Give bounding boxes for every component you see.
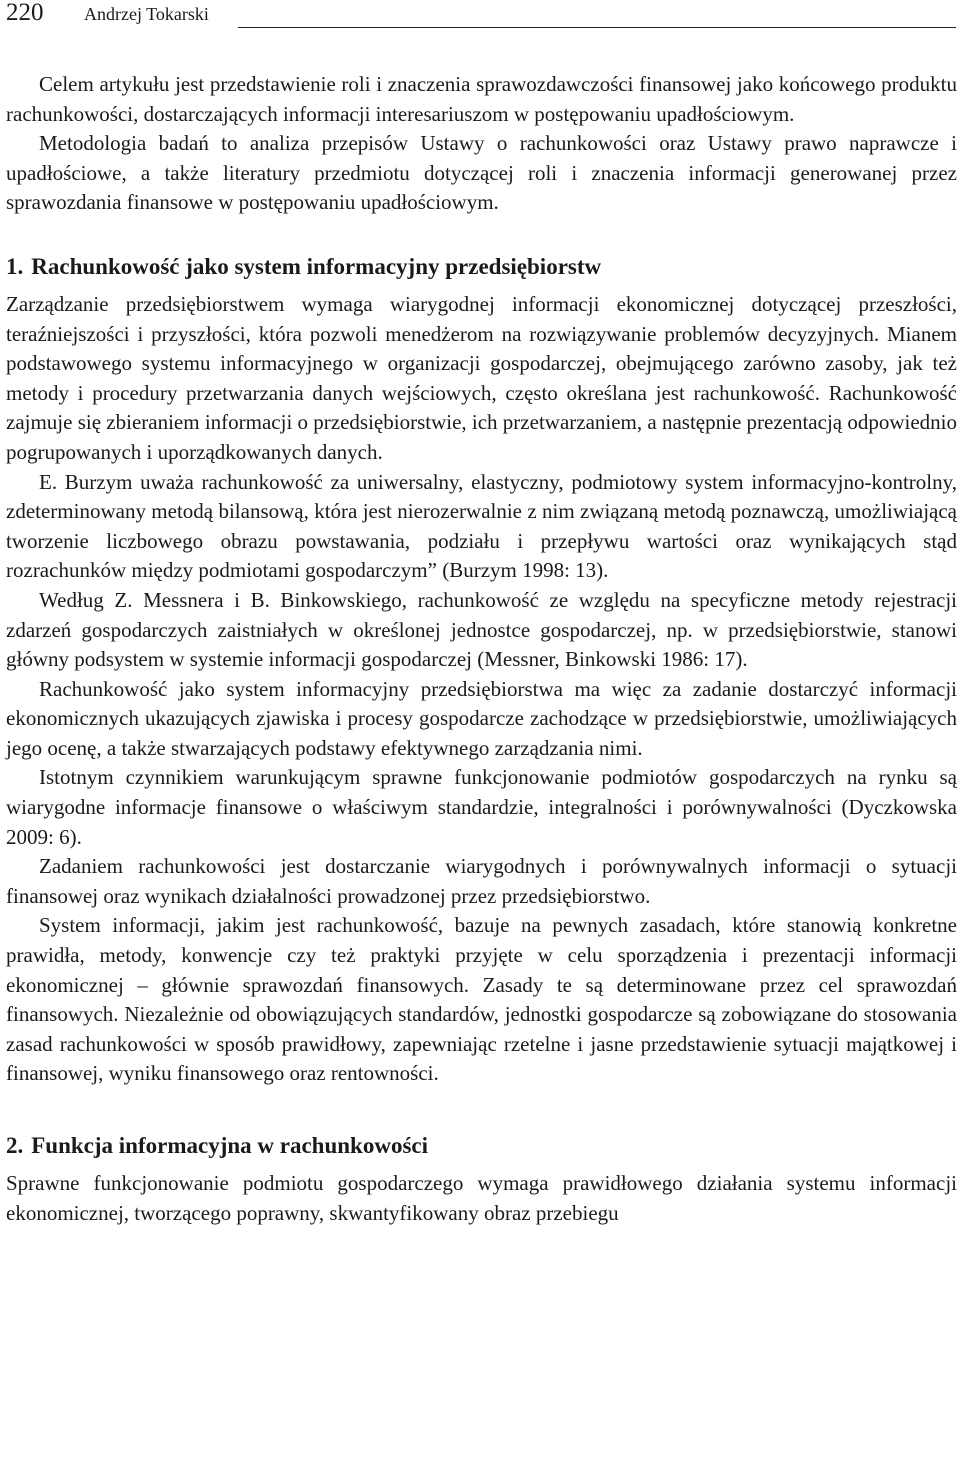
body-paragraph: Zarządzanie przedsiębiorstwem wymaga wiarygodnej informacji ekonomicznej dotyczącej przeszłości, teraźniejszości i przyszłości, która pozwoli menedżerom na rozwiązywanie problemów decyzyjnych. Mianem podstawowego systemu informacyjnego w organizacji gospodarczej, obejmującego zarówno zasoby, jak też metody i procedury przetwarzania danych wejściowych, często określana jest rachunkowość. Rachunkowość zajmuje się zbieraniem informacji o przedsiębiorstwie, ich przetwarzaniem, a następnie prezentacją odpowiednio pogrupowanych i uporządkowanych danych. (6, 291, 958, 464)
body-paragraph: Sprawne funkcjonowanie podmiotu gospodarczego wymaga prawidłowego działania systemu informacji ekonomicznej, tworzącego poprawny, skwantyfikowany obraz przebiegu (6, 1171, 957, 1225)
header-rule (238, 27, 956, 28)
running-head-author: Andrzej Tokarski (84, 4, 209, 24)
running-header (6, 0, 956, 38)
section-title: Funkcja informacyjna w rachunkowości (31, 1133, 429, 1158)
body-paragraph: System informacji, jakim jest rachunkowość, bazuje na pewnych zasadach, które stanowią konkretne prawidła, metody, konwencje czy też praktyki przyjęte w celu sporządzenia i prezentacji informacji ekonomicznej – głównie sprawozdań finansowych. Zasady te są determinowane przez cel sprawozdań finansowych. Niezależnie od obowiązujących standardów, jednostki gospodarcze są zobowiązane do stosowania zasad rachunkowości w sposób prawidłowy, zapewniając rzetelne i jasne przedstawienie sytuacji majątkowej i finansowej, wyniku finansowego oraz rentowności. (6, 913, 957, 1086)
body-paragraph: Według Z. Messnera i B. Binkowskiego, rachunkowość ze względu na specyficzne metody rejestracji zdarzeń gospodarczych zaistniałych w określonej jednostce gospodarczej, np. w przedsiębiorstwie, stanowi główny podsystem w systemie informacji gospodarczej (Messner, Binkowski 1986: 17). (6, 587, 957, 672)
abstract (6, 70, 957, 218)
section-2-body (6, 1169, 957, 1228)
page-content (6, 70, 957, 1228)
abstract-paragraph-method: Metodologia badań to analiza przepisów Ustawy o rachunkowości oraz Ustawy prawo naprawcze i upadłościowe, a także literatury przedmiotu dotyczącej roli i znaczenia informacji generowanej przez sprawozdania finansowe w postępowaniu upadłościowym. (6, 131, 957, 215)
section-title: Rachunkowość jako system informacyjny przedsiębiorstw (31, 253, 602, 279)
body-paragraph: Istotnym czynnikiem warunkującym sprawne funkcjonowanie podmiotów gospodarczych na rynku są wiarygodne informacje finansowe o właściwym standardzie, integralności i porównywalności (Dyczkowska 2009: 6). (6, 765, 957, 849)
page-number: 220 (6, 0, 44, 26)
body-paragraph: Rachunkowość jako system informacyjny przedsiębiorstwa ma więc za zadanie dostarczyć informacji ekonomicznych ukazujących zjawiska i procesy gospodarcze zachodzące w przedsiębiorstwie, umożliwiających jego ocenę, a także stwarzających podstawy efektywnego zarządzania nimi. (6, 676, 957, 760)
abstract-paragraph-aim: Celem artykułu jest przedstawienie roli i znaczenia sprawozdawczości finansowej jako końcowego produktu rachunkowości, dostarczających informacji interesariuszom w postępowaniu upadłościowym. (6, 72, 957, 126)
body-paragraph: Zadaniem rachunkowości jest dostarczanie wiarygodnych i porównywalnych informacji o sytuacji finansowej oraz wynikach działalności prowadzonej przez przedsiębiorstwo. (6, 854, 957, 908)
section-heading-1 (6, 252, 957, 282)
section-number: 1. (6, 253, 24, 279)
section-heading-2 (6, 1131, 957, 1161)
section-1-body (6, 290, 957, 1089)
section-number: 2. (6, 1133, 24, 1158)
body-paragraph: E. Burzym uważa rachunkowość za uniwersalny, elastyczny, podmiotowy system informacyjno-kontrolny, zdeterminowany metodą bilansową, która jest nierozerwalnie z nim związaną metodą poznawczą, umożliwiającą tworzenie liczbowego obrazu powstawania, podziału i przepływu wartości oraz wynikających stąd rozrachunków między podmiotami gospodarczym” (Burzym 1998: 13). (6, 469, 957, 583)
